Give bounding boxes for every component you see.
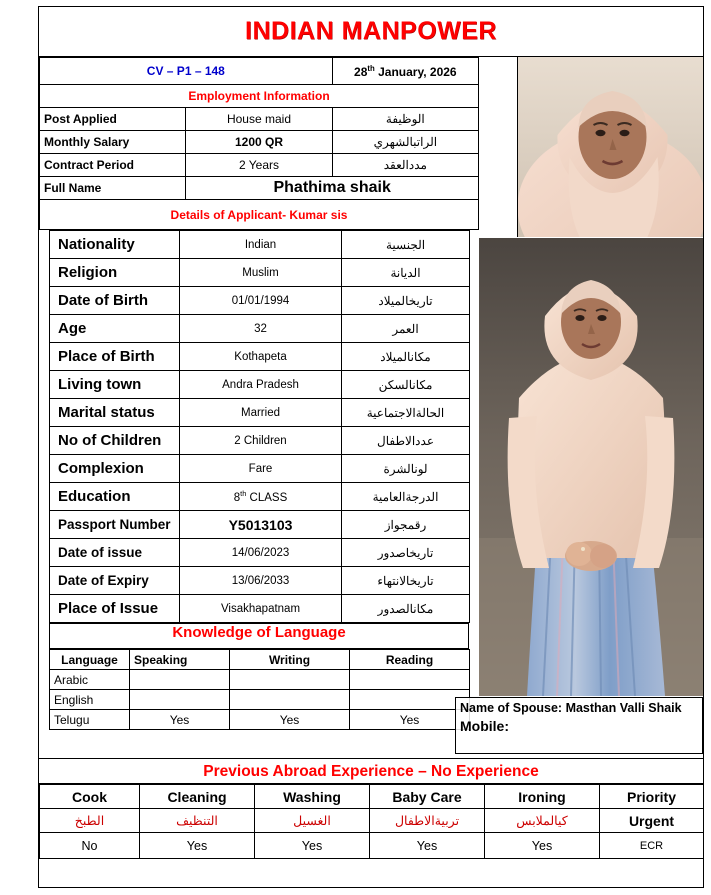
lang-arabic-name: Arabic — [50, 670, 130, 690]
date-of-issue-arabic: تاريخاصدور — [342, 539, 470, 567]
table-row — [50, 690, 470, 710]
language-table — [49, 649, 470, 730]
marital-status-value: Married — [180, 399, 342, 427]
passport-number-arabic: رقمجواز — [342, 511, 470, 539]
lang-english-speaking — [130, 690, 230, 710]
complexion-label: Complexion — [50, 455, 180, 483]
date-of-issue-label: Date of issue — [50, 539, 180, 567]
left-column — [39, 57, 479, 730]
applicant-details-table — [49, 230, 470, 623]
table-row — [40, 177, 479, 200]
place-of-birth-value: Kothapeta — [180, 343, 342, 371]
col-washing: Washing — [255, 785, 370, 809]
table-row — [50, 399, 470, 427]
col-ironing: Ironing — [485, 785, 600, 809]
applicant-headshot-photo — [517, 57, 703, 237]
place-of-issue-value: Visakhapatnam — [180, 595, 342, 623]
monthly-salary-arabic: الراتبالشهري — [332, 131, 478, 154]
passport-number-label: Passport Number — [50, 511, 180, 539]
table-row — [40, 809, 704, 833]
employment-header: Employment Information — [40, 85, 479, 108]
cv-header-row — [40, 58, 479, 85]
lang-english-reading — [350, 690, 470, 710]
education-label: Education — [50, 483, 180, 511]
post-applied-value: House maid — [186, 108, 332, 131]
table-row — [50, 455, 470, 483]
place-of-birth-label: Place of Birth — [50, 343, 180, 371]
age-arabic: العمر — [342, 315, 470, 343]
complexion-value: Fare — [180, 455, 342, 483]
dob-label: Date of Birth — [50, 287, 180, 315]
cleaning-value: Yes — [140, 833, 255, 859]
col-speaking: Speaking — [130, 650, 230, 670]
col-language: Language — [50, 650, 130, 670]
place-of-issue-arabic: مكانالصدور — [342, 595, 470, 623]
washing-value: Yes — [255, 833, 370, 859]
document-title-bar — [39, 7, 703, 57]
passport-number-value: Y5013103 — [180, 511, 342, 539]
dob-arabic: تاريخالميلاد — [342, 287, 470, 315]
age-value: 32 — [180, 315, 342, 343]
cv-date-rest: January, 2026 — [374, 64, 457, 79]
table-row — [40, 833, 704, 859]
cv-date-day: 28 — [354, 64, 368, 79]
table-header-row — [40, 785, 704, 809]
religion-arabic: الديانة — [342, 259, 470, 287]
table-row — [50, 371, 470, 399]
employment-table — [39, 57, 479, 230]
language-section-header: Knowledge of Language — [49, 623, 469, 649]
table-row — [40, 108, 479, 131]
cv-date-suffix: th — [367, 63, 375, 73]
col-cleaning: Cleaning — [140, 785, 255, 809]
date-of-expiry-value: 13/06/2033 — [180, 567, 342, 595]
abroad-experience-header: Previous Abroad Experience – No Experience — [39, 758, 703, 784]
table-header-row — [50, 650, 470, 670]
ironing-arabic: كيالملابس — [485, 809, 600, 833]
spouse-name: Name of Spouse: Masthan Valli Shaik — [460, 701, 682, 715]
col-writing: Writing — [230, 650, 350, 670]
lang-arabic-speaking — [130, 670, 230, 690]
table-row — [50, 595, 470, 623]
fullbody-illustration — [479, 238, 703, 696]
table-row — [50, 343, 470, 371]
marital-status-label: Marital status — [50, 399, 180, 427]
cv-id: CV – P1 – 148 — [40, 58, 333, 85]
monthly-salary-value: 1200 QR — [186, 131, 332, 154]
post-applied-label: Post Applied — [40, 108, 186, 131]
complexion-arabic: لونالشرة — [342, 455, 470, 483]
place-of-birth-arabic: مكانالميلاد — [342, 343, 470, 371]
religion-label: Religion — [50, 259, 180, 287]
lang-telugu-name: Telugu — [50, 710, 130, 730]
col-priority: Priority — [600, 785, 704, 809]
children-arabic: عددالاطفال — [342, 427, 470, 455]
page-title: INDIAN MANPOWER — [245, 17, 497, 45]
table-row — [50, 710, 470, 730]
lang-arabic-writing — [230, 670, 350, 690]
table-row — [40, 131, 479, 154]
employment-header-row — [40, 85, 479, 108]
ecr-value: ECR — [600, 833, 704, 859]
monthly-salary-label: Monthly Salary — [40, 131, 186, 154]
applicant-fullbody-photo — [479, 238, 703, 696]
full-name-label: Full Name — [40, 177, 186, 200]
table-row — [50, 287, 470, 315]
table-row — [50, 483, 470, 511]
date-of-issue-value: 14/06/2023 — [180, 539, 342, 567]
table-row — [50, 231, 470, 259]
applicant-header-row — [40, 200, 479, 230]
table-row — [50, 315, 470, 343]
table-row — [40, 154, 479, 177]
education-value: 8th CLASS — [180, 483, 342, 511]
babycare-arabic: تربيةالاطفال — [370, 809, 485, 833]
spouse-info-block — [455, 697, 703, 754]
dob-value: 01/01/1994 — [180, 287, 342, 315]
nationality-value: Indian — [180, 231, 342, 259]
living-town-label: Living town — [50, 371, 180, 399]
skills-table — [39, 784, 704, 859]
col-babycare: Baby Care — [370, 785, 485, 809]
ironing-value: Yes — [485, 833, 600, 859]
cleaning-arabic: التنظيف — [140, 809, 255, 833]
living-town-value: Andra Pradesh — [180, 371, 342, 399]
table-row — [50, 567, 470, 595]
lang-english-writing — [230, 690, 350, 710]
lang-arabic-reading — [350, 670, 470, 690]
table-row — [50, 511, 470, 539]
living-town-arabic: مكانالسكن — [342, 371, 470, 399]
babycare-value: Yes — [370, 833, 485, 859]
religion-value: Muslim — [180, 259, 342, 287]
headshot-illustration — [518, 57, 703, 237]
table-row — [50, 259, 470, 287]
lang-telugu-writing: Yes — [230, 710, 350, 730]
cook-arabic: الطبخ — [40, 809, 140, 833]
table-row — [50, 539, 470, 567]
nationality-label: Nationality — [50, 231, 180, 259]
lang-english-name: English — [50, 690, 130, 710]
priority-value: Urgent — [600, 809, 704, 833]
lang-telugu-speaking: Yes — [130, 710, 230, 730]
date-of-expiry-arabic: تاريخالانتهاء — [342, 567, 470, 595]
col-cook: Cook — [40, 785, 140, 809]
contract-period-label: Contract Period — [40, 154, 186, 177]
children-label: No of Children — [50, 427, 180, 455]
cook-value: No — [40, 833, 140, 859]
lang-telugu-reading: Yes — [350, 710, 470, 730]
cv-date — [332, 58, 478, 85]
applicant-details-header: Details of Applicant- Kumar sis — [40, 200, 479, 230]
spouse-mobile: Mobile: — [460, 718, 509, 734]
marital-status-arabic: الحالةالاجتماعية — [342, 399, 470, 427]
post-applied-arabic: الوظيفة — [332, 108, 478, 131]
contract-period-arabic: مددالعقد — [332, 154, 478, 177]
table-row — [50, 670, 470, 690]
table-row — [50, 427, 470, 455]
age-label: Age — [50, 315, 180, 343]
washing-arabic: الغسيل — [255, 809, 370, 833]
nationality-arabic: الجنسية — [342, 231, 470, 259]
children-value: 2 Children — [180, 427, 342, 455]
place-of-issue-label: Place of Issue — [50, 595, 180, 623]
col-reading: Reading — [350, 650, 470, 670]
full-name-value: Phathima shaik — [186, 177, 479, 200]
date-of-expiry-label: Date of Expiry — [50, 567, 180, 595]
education-arabic: الدرجةالعامية — [342, 483, 470, 511]
contract-period-value: 2 Years — [186, 154, 332, 177]
